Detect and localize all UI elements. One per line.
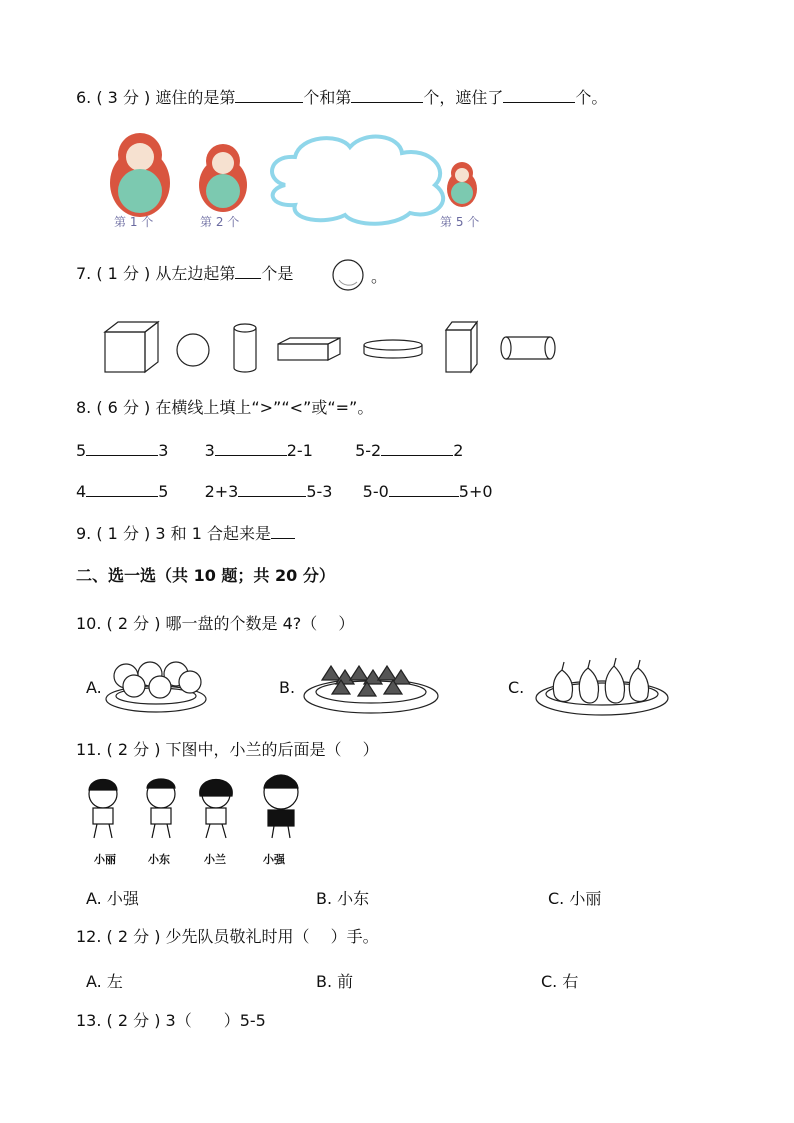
child-label: 小东: [148, 853, 170, 866]
answer-blank[interactable]: [381, 441, 453, 456]
doll-label: 第 5 个: [440, 215, 480, 229]
option-c[interactable]: C. 右: [541, 972, 579, 991]
child-icon: [147, 779, 175, 838]
option-a[interactable]: A. 左: [86, 972, 123, 991]
question-12: 12. ( 2 分 ) 少先队员敬礼时用（ ）手。: [76, 927, 379, 946]
cylinder-icon: [234, 324, 256, 372]
option-a[interactable]: A.: [86, 678, 102, 697]
doll-icon: [199, 144, 247, 212]
compare-row-1: 5 3 3 2-1 5-2 2: [76, 441, 464, 460]
child-icon: [264, 775, 298, 838]
question-6: 6. ( 3 分 ) 遮住的是第 个和第 个，遮住了 个。: [76, 88, 608, 107]
cloud-icon: [272, 137, 443, 224]
doll-label: 第 2 个: [200, 215, 240, 229]
apple-plate-icon: [104, 654, 208, 716]
cuboid-icon: [278, 338, 340, 360]
option-b[interactable]: B. 小东: [316, 889, 370, 908]
option-c[interactable]: C. 小丽: [548, 889, 602, 908]
doll-label: 第 1 个: [114, 215, 154, 229]
answer-blank[interactable]: [503, 88, 575, 103]
compare-row-2: 4 5 2+3 5-3 5-0 5+0: [76, 482, 493, 501]
answer-blank[interactable]: [215, 441, 287, 456]
question-13: 13. ( 2 分 ) 3（ ）5-5: [76, 1011, 266, 1030]
question-9: 9. ( 1 分 ) 3 和 1 合起来是: [76, 524, 295, 544]
answer-blank[interactable]: [389, 482, 459, 497]
sphere-icon: [331, 258, 367, 294]
answer-blank[interactable]: [86, 482, 158, 497]
child-label: 小强: [263, 853, 285, 866]
answer-blank[interactable]: [86, 441, 158, 456]
answer-blank[interactable]: [351, 88, 423, 103]
question-7: 7. ( 1 分 ) 从左边起第 个是: [76, 264, 294, 283]
question-8: 8. ( 6 分 ) 在横线上填上“>”“<”或“=”。: [76, 398, 374, 417]
child-label: 小丽: [94, 853, 116, 866]
answer-blank[interactable]: [235, 88, 303, 103]
question-10: 10. ( 2 分 ) 哪一盘的个数是 4?（ ）: [76, 614, 355, 633]
answer-blank[interactable]: [235, 264, 261, 279]
cylinder-icon: [501, 337, 555, 359]
sphere-icon: [177, 334, 209, 366]
solid-shapes-row: [100, 318, 565, 376]
option-c[interactable]: C.: [508, 678, 525, 697]
answer-blank[interactable]: [238, 482, 306, 497]
option-b[interactable]: B. 前: [316, 972, 354, 991]
option-b[interactable]: B.: [279, 678, 296, 697]
option-a[interactable]: A. 小强: [86, 889, 139, 908]
doll-icon: [447, 162, 477, 207]
question-11: 11. ( 2 分 ) 下图中，小兰的后面是（ ）: [76, 740, 379, 759]
answer-blank[interactable]: [271, 524, 295, 539]
flat-cylinder-icon: [364, 340, 422, 358]
cuboid-icon: [446, 322, 477, 372]
strawberry-plate-icon: [302, 654, 440, 716]
pear-plate-icon: [534, 654, 670, 718]
child-label: 小兰: [204, 853, 226, 866]
child-icon: [89, 780, 117, 839]
section-title: 二、选一选（共 10 题；共 20 分）: [76, 566, 335, 585]
children-row-illustration: [78, 772, 318, 850]
cube-icon: [105, 322, 158, 372]
doll-icon: [110, 133, 170, 217]
child-icon: [200, 780, 233, 839]
